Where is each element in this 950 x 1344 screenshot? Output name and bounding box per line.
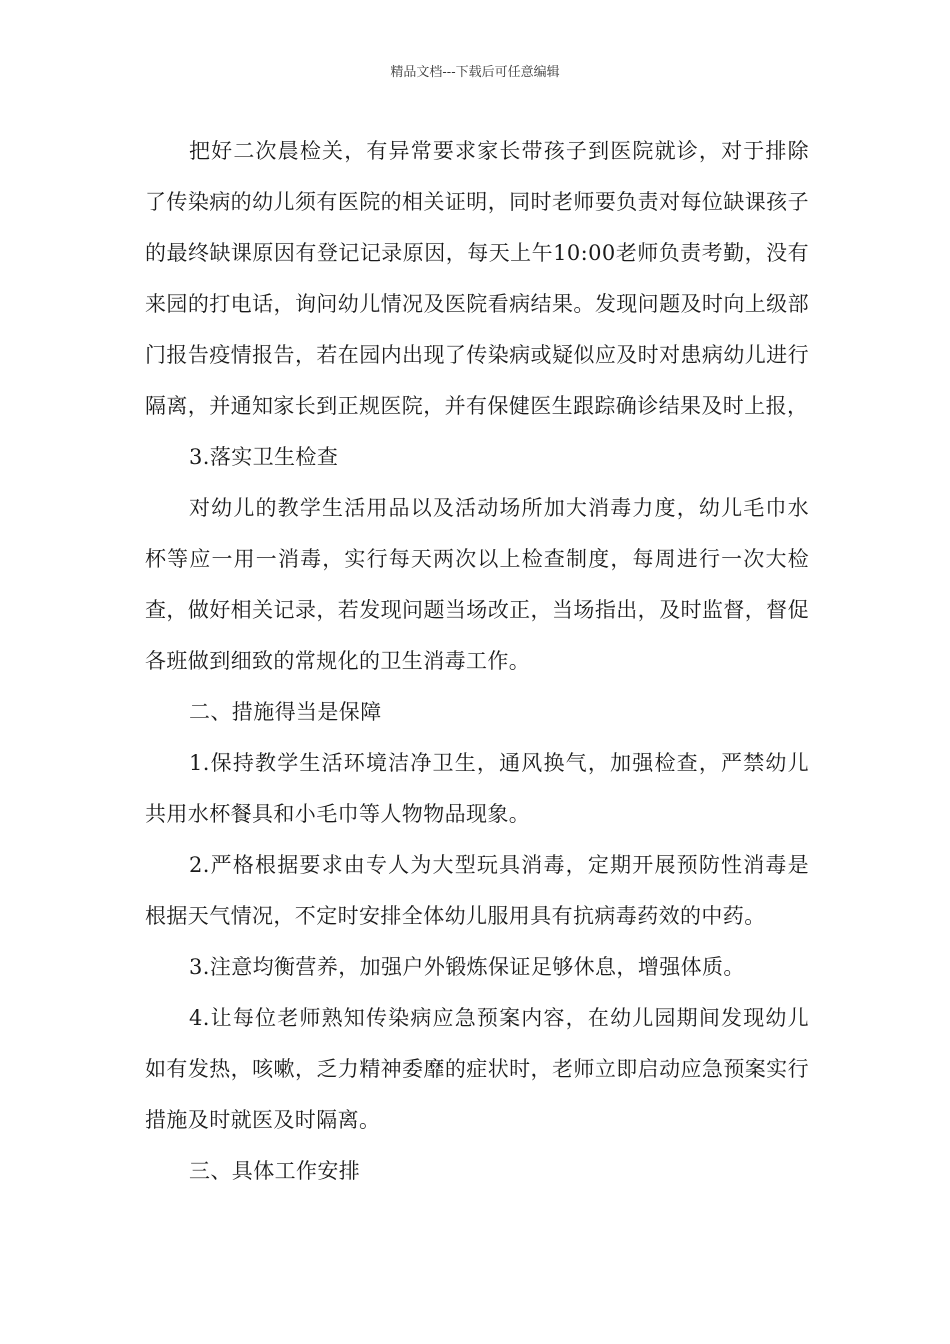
section-heading-measures: 二、措施得当是保障 — [189, 700, 382, 724]
section-heading-work-plan: 三、具体工作安排 — [189, 1159, 361, 1183]
paragraph-morning-check: 把好二次晨检关，有异常要求家长带孩子到医院就诊，对于排除了传染病的幼儿须有医院的相关证明，同时老师要负责对每位缺课孩子的最终缺课原因有登记记录原因，每天上午10:00老师负责考勤，没有来园的打电话，询问幼儿情况及医院看病结果。发现问题及时向上级部门报告疫情报告，若在园内出现了传染病或疑似应及时对患病幼儿进行隔离，并通知家长到正规医院，并有保健医生跟踪确诊结果及时上报， — [145, 139, 809, 418]
paragraph-measure-2: 2.严格根据要求由专人为大型玩具消毒，定期开展预防性消毒是根据天气情况，不定时安排全体幼儿服用具有抗病毒药效的中药。 — [145, 853, 809, 928]
paragraph-measure-4: 4.让每位老师熟知传染病应急预案内容，在幼儿园期间发现幼儿如有发热，咳嗽，乏力精神委靡的症状时，老师立即启动应急预案实行措施及时就医及时隔离。 — [145, 1006, 809, 1132]
paragraph-measure-3: 3.注意均衡营养，加强户外锻炼保证足够休息，增强体质。 — [189, 955, 745, 979]
paragraph-disinfection: 对幼儿的教学生活用品以及活动场所加大消毒力度，幼儿毛巾水杯等应一用一消毒，实行每天两次以上检查制度，每周进行一次大检查，做好相关记录，若发现问题当场改正，当场指出，及时监督，督促各班做到细致的常规化的卫生消毒工作。 — [145, 496, 809, 673]
document-body — [145, 126, 809, 1197]
heading-hygiene-inspection: 3.落实卫生检查 — [189, 445, 339, 469]
paragraph-measure-1: 1.保持教学生活环境洁净卫生，通风换气，加强检查，严禁幼儿共用水杯餐具和小毛巾等人物物品现象。 — [145, 751, 809, 826]
page-header: 精品文档---下载后可任意编辑 — [390, 65, 560, 80]
